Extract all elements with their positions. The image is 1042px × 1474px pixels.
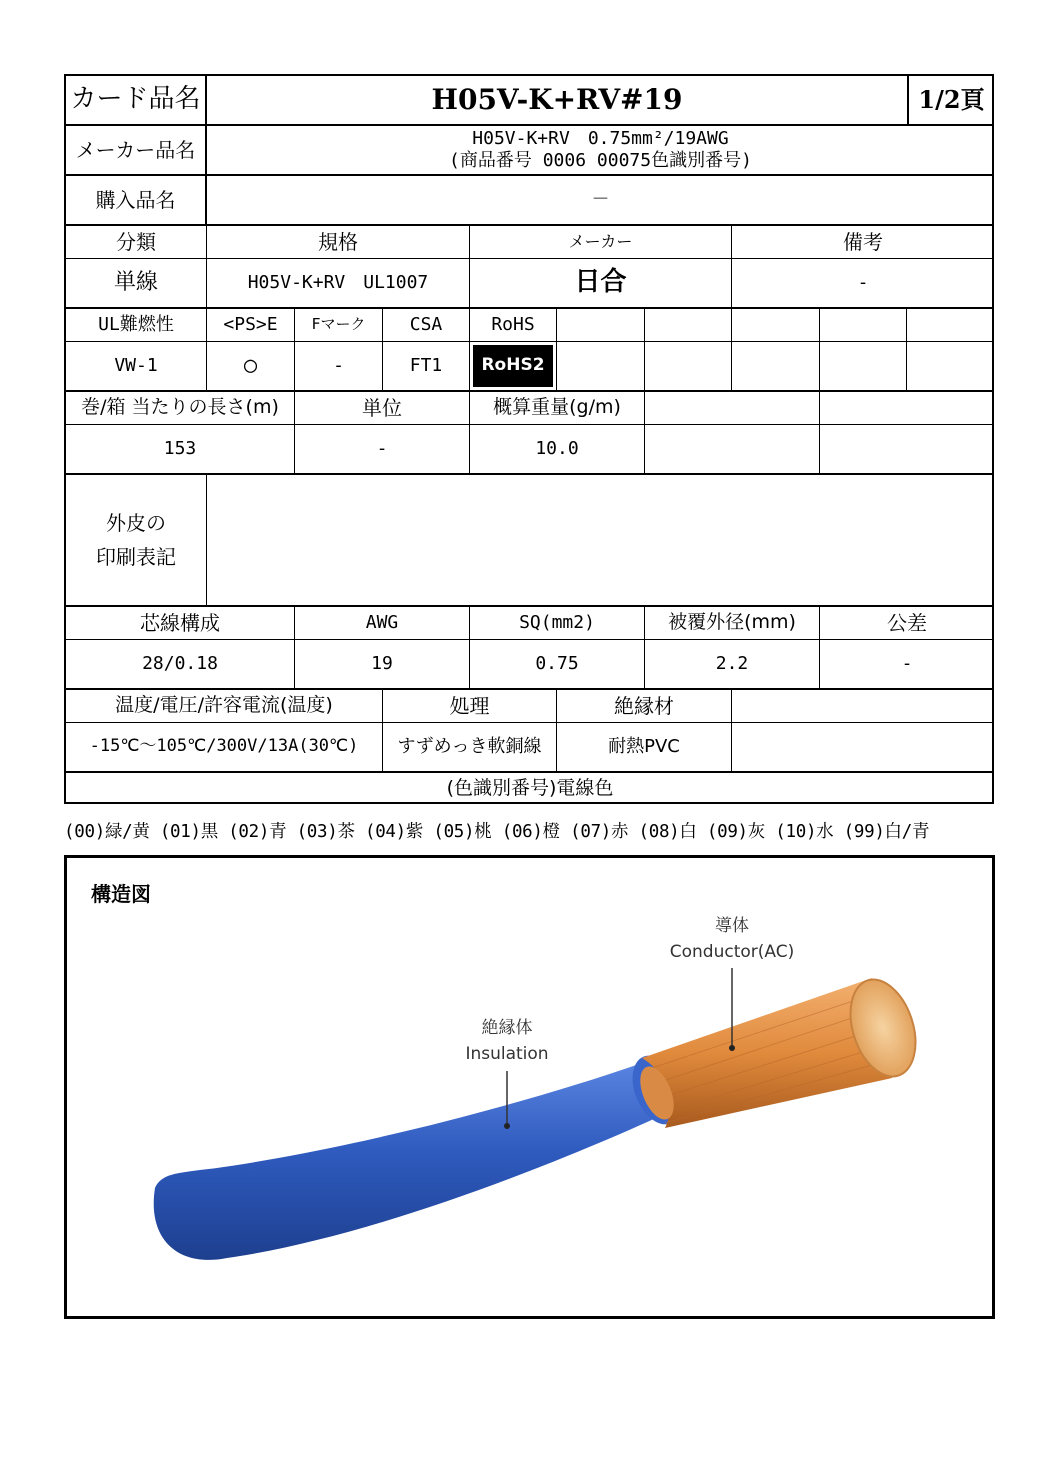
length-per-reel-header: 巻/箱 当たりの長さ(m) bbox=[66, 392, 295, 425]
csa-header: CSA bbox=[383, 309, 470, 342]
weight-header: 概算重量(g/m) bbox=[470, 392, 645, 425]
pse-value: ○ bbox=[207, 342, 295, 392]
maker-product-line1: H05V-K+RV 0.75mm²/19AWG bbox=[472, 128, 729, 150]
purchase-value: － bbox=[207, 176, 994, 226]
rohs-value-cell bbox=[470, 342, 557, 392]
treatment-value: すずめっき軟銅線 bbox=[383, 723, 557, 773]
classification-header: 分類 bbox=[66, 226, 207, 259]
rohs2-badge: RoHS2 bbox=[473, 345, 553, 387]
maker-value: 日合 bbox=[470, 259, 732, 309]
print-marking-label-line2: 印刷表記 bbox=[96, 545, 176, 569]
weight-value: 10.0 bbox=[470, 425, 645, 475]
conductor-callout-dot bbox=[729, 1045, 735, 1051]
structure-diagram bbox=[64, 855, 995, 1319]
cert-header-blank-5 bbox=[907, 309, 994, 342]
print-marking-label-line1: 外皮の bbox=[106, 511, 166, 535]
conductor-callout bbox=[657, 914, 807, 965]
packaging-value-blank-1 bbox=[645, 425, 820, 475]
maker-product-line2: (商品番号 0006 00075色識別番号) bbox=[449, 150, 752, 171]
length-per-reel-value: 153 bbox=[66, 425, 295, 475]
pse-header: <PS>E bbox=[207, 309, 295, 342]
strand-construction-value: 28/0.18 bbox=[66, 640, 295, 690]
conductor-label-en: Conductor(AC) bbox=[669, 941, 795, 962]
sq-value: 0.75 bbox=[470, 640, 645, 690]
maker-header: メーカー bbox=[470, 226, 732, 259]
remarks-header: 備考 bbox=[732, 226, 994, 259]
rohs-header: RoHS bbox=[470, 309, 557, 342]
spec-card-table bbox=[64, 74, 994, 804]
outer-diameter-value: 2.2 bbox=[645, 640, 820, 690]
card-name-value: H05V-K+RV#19 bbox=[207, 76, 909, 126]
tolerance-value: - bbox=[820, 640, 994, 690]
standard-header: 規格 bbox=[207, 226, 470, 259]
csa-value: FT1 bbox=[383, 342, 470, 392]
color-id-list: (00)緑/黄 (01)黒 (02)青 (03)茶 (04)紫 (05)桃 (06)橙 (07)赤 (08)白 (09)灰 (10)水 (99)白/青 bbox=[64, 822, 930, 842]
classification-value: 単線 bbox=[66, 259, 207, 309]
structure-title: 構造図 bbox=[91, 882, 151, 906]
cert-value-blank-5 bbox=[907, 342, 994, 392]
insulation-material-value: 耐熱PVC bbox=[557, 723, 732, 773]
cable-illustration bbox=[67, 858, 992, 1316]
print-marking-value bbox=[207, 475, 994, 607]
insulation-material-header: 絶縁材 bbox=[557, 690, 732, 723]
maker-product-label: メーカー品名 bbox=[66, 126, 207, 176]
cert-value-blank-1 bbox=[557, 342, 645, 392]
conductor-label-jp: 導体 bbox=[715, 916, 749, 936]
insulation-callout-dot bbox=[504, 1123, 510, 1129]
awg-value: 19 bbox=[295, 640, 470, 690]
outer-diameter-header: 被覆外径(mm) bbox=[645, 607, 820, 640]
cert-value-blank-4 bbox=[820, 342, 907, 392]
tolerance-header: 公差 bbox=[820, 607, 994, 640]
ul-flame-value: VW-1 bbox=[66, 342, 207, 392]
insulation-sheath bbox=[154, 1063, 667, 1260]
remarks-value: - bbox=[732, 259, 994, 309]
packaging-header-blank-2 bbox=[820, 392, 994, 425]
cert-value-blank-2 bbox=[645, 342, 732, 392]
awg-header: AWG bbox=[295, 607, 470, 640]
rating-value: -15℃～105℃/300V/13A(30℃) bbox=[66, 723, 383, 773]
insulation-label-en: Insulation bbox=[465, 1043, 549, 1064]
insulation-callout bbox=[442, 1016, 572, 1067]
ratings-header-blank bbox=[732, 690, 994, 723]
packaging-header-blank-1 bbox=[645, 392, 820, 425]
insulation-label-jp: 絶縁体 bbox=[481, 1018, 533, 1038]
f-mark-header: Fマーク bbox=[295, 309, 383, 342]
cert-header-blank-4 bbox=[820, 309, 907, 342]
cert-header-blank-3 bbox=[732, 309, 820, 342]
cert-header-blank-1 bbox=[557, 309, 645, 342]
print-marking-label bbox=[66, 475, 207, 607]
treatment-header: 処理 bbox=[383, 690, 557, 723]
maker-product-value bbox=[207, 126, 994, 176]
packaging-value-blank-2 bbox=[820, 425, 994, 475]
purchase-label: 購入品名 bbox=[66, 176, 207, 226]
strand-construction-header: 芯線構成 bbox=[66, 607, 295, 640]
f-mark-value: - bbox=[295, 342, 383, 392]
rating-header: 温度/電圧/許容電流(温度) bbox=[66, 690, 383, 723]
sq-header: SQ(mm2) bbox=[470, 607, 645, 640]
card-name-label: カード品名 bbox=[66, 76, 207, 126]
cert-value-blank-3 bbox=[732, 342, 820, 392]
ul-flame-header: UL難燃性 bbox=[66, 309, 207, 342]
color-id-label: (色識別番号)電線色 bbox=[446, 776, 614, 799]
standard-value: H05V-K+RV UL1007 bbox=[207, 259, 470, 309]
unit-value: - bbox=[295, 425, 470, 475]
page-number: 1/2頁 bbox=[909, 76, 994, 126]
ratings-value-blank bbox=[732, 723, 994, 773]
cert-header-blank-2 bbox=[645, 309, 732, 342]
unit-header: 単位 bbox=[295, 392, 470, 425]
